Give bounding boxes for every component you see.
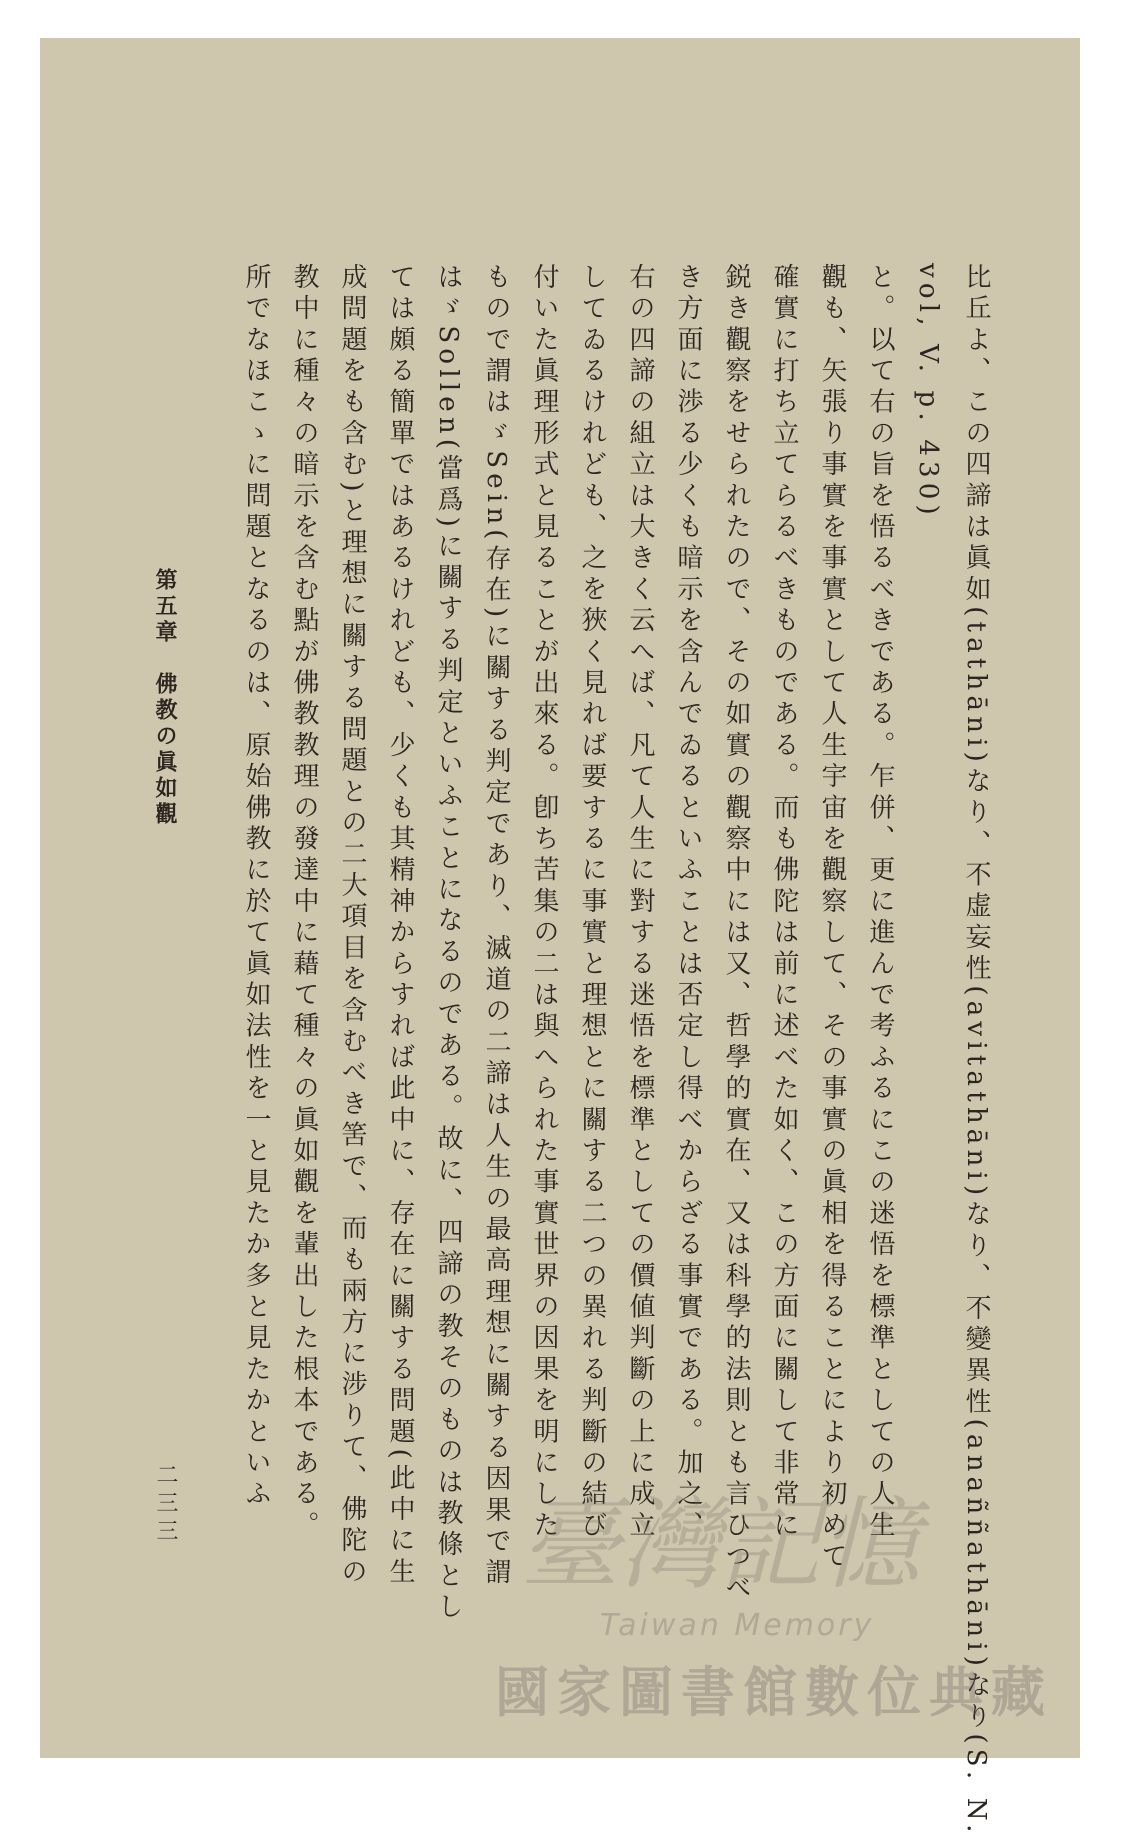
text-line: 成問題をも含む)と理想に關する問題との二大項目を含むべき筈で、而も兩方に涉りて、佛陀の (337, 263, 367, 1589)
page-number: 二三三 (153, 1463, 178, 1547)
text-line: vol, V. p. 430) (913, 263, 943, 520)
text-line: 教中に種々の暗示を含む點が佛教教理の發達中に藉て種々の眞如觀を輩出した根本である。 (289, 263, 319, 1543)
text-line: ては頗る簡單ではあるけれども、少くも其精神からすれば此中に、存在に關する問題(此中に生 (385, 263, 415, 1589)
watermark-english: Taiwan Memory (600, 1608, 875, 1643)
text-line: と。以て右の旨を悟るべきである。乍併、更に進んで考ふるにこの迷悟を標準としての人生 (865, 263, 895, 1543)
text-line: 右の四諦の組立は大きく云へば、凡て人生に對する迷悟を標準としての價値判斷の上に成立 (625, 263, 655, 1543)
text-line: き方面に渉る少くも暗示を含んでゐるといふことは否定し得べからざる事實である。加之、 (673, 263, 703, 1543)
watermark-logo: 臺灣記憶 (520, 1486, 920, 1603)
text-line: 觀も、矢張り事實を事實として人生宇宙を觀察して、その事實の眞相を得ることにより初めて (817, 263, 847, 1574)
running-footer: 第五章 佛教の眞如觀 (152, 568, 178, 828)
text-line: 鋭き觀察をせられたので、その如實の觀察中には又、哲學的實在、又は科學的法則とも言ひつべ (721, 263, 751, 1605)
text-line: 付いた眞理形式と見ることが出來る。卽ち苦集の二は與へられた事實世界の因果を明にした (529, 263, 559, 1543)
text-line: してゐるけれども、之を狹く見れば要するに事實と理想とに關する二つの異れる判斷の結び (577, 263, 607, 1543)
text-line: 所でなほこゝに問題となるのは、原始佛教に於て眞如法性を一と見たか多と見たかといふ (241, 263, 271, 1511)
text-line: 比丘よ、この四諦は眞如(tathāni)なり、不虚妄性(avitathāni)なり、不變異性(anaññathāni)なり(S. N. (961, 263, 991, 1838)
text-line: 確實に打ち立てらるべきものである。而も佛陀は前に述べた如く、この方面に關して非常に (769, 263, 799, 1543)
text-line: はゞSollen(當爲)に關する判定といふことになるのである。故に、四諦の教そのものは教條とし (433, 263, 463, 1624)
watermark-chinese: 國家圖書館數位典藏 (495, 1661, 1053, 1724)
text-line: もので謂はゞSein(存在)に關する判定であり、滅道の二諦は人生の最高理想に關する因果で謂 (481, 263, 511, 1590)
